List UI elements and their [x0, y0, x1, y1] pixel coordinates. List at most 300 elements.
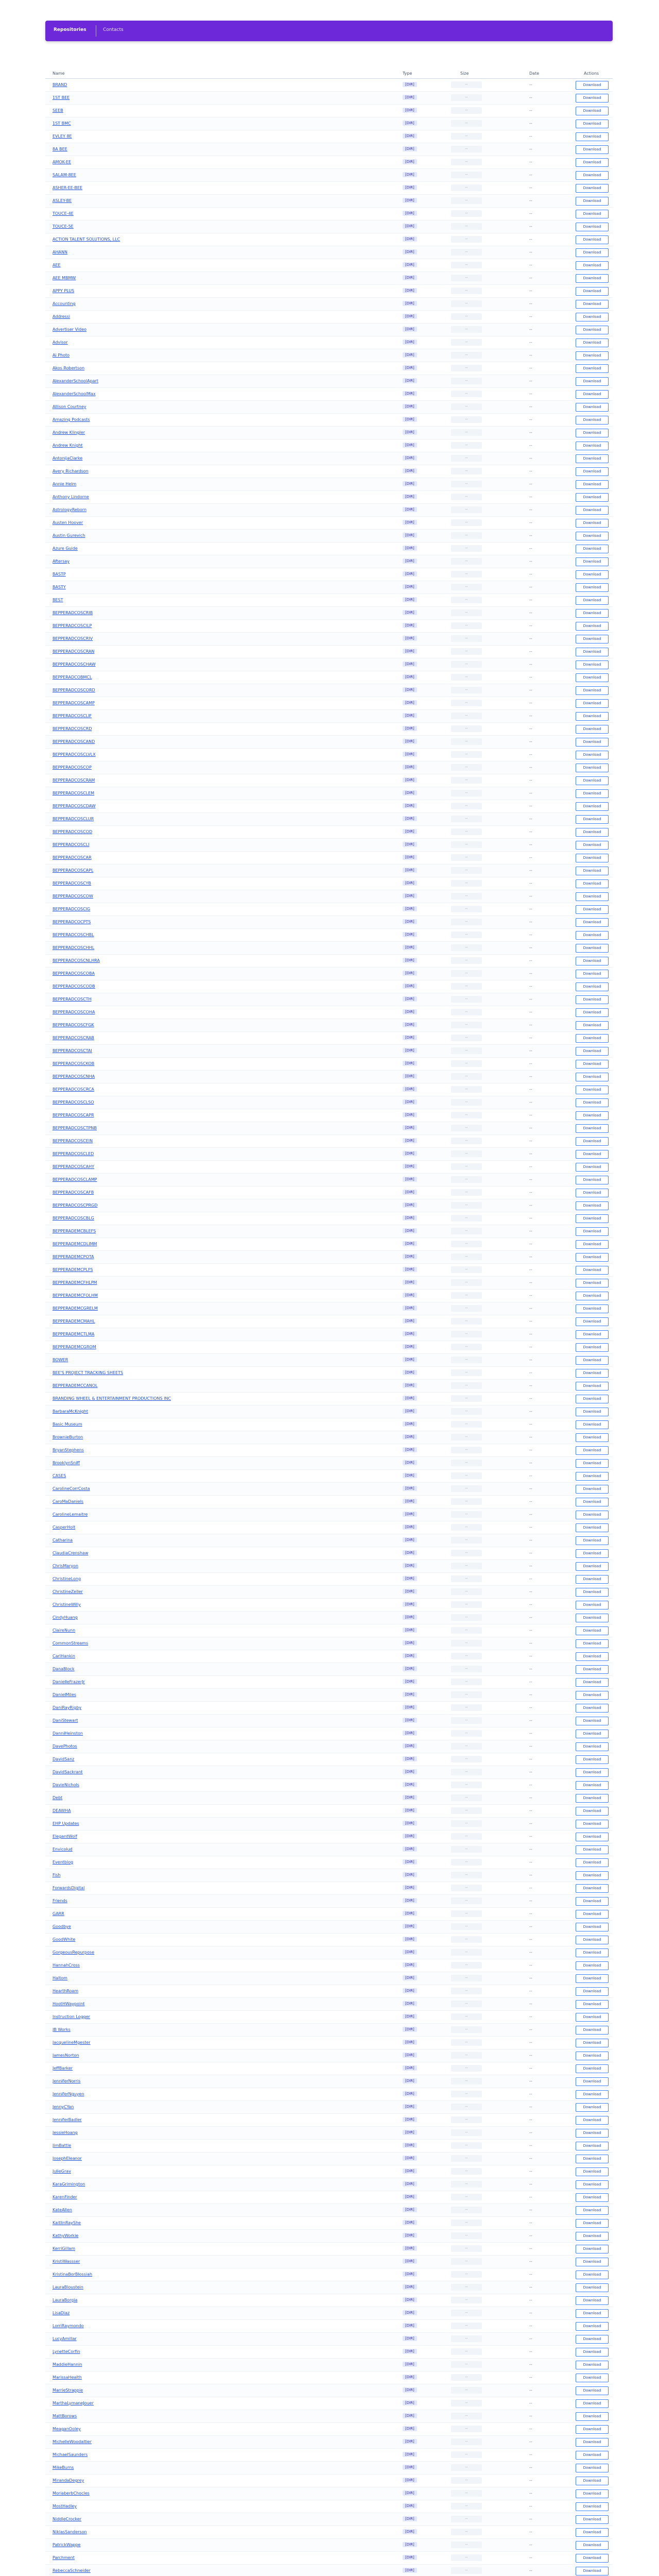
folder-row[interactable] — [45, 980, 613, 993]
folder-name-link[interactable]: MikeBurns — [53, 2465, 74, 2470]
folder-row[interactable] — [45, 1676, 613, 1689]
download-button[interactable]: Download — [576, 2296, 609, 2305]
folder-name-link[interactable]: BEPPERADCOSCLI — [53, 842, 90, 847]
folder-name-link[interactable]: RebeccaSchneider — [53, 2568, 91, 2573]
folder-row[interactable] — [45, 543, 613, 555]
folder-row[interactable] — [45, 2294, 613, 2307]
folder-name-link[interactable]: BEPPERADCOSCAMP — [53, 701, 95, 705]
folder-row[interactable] — [45, 1122, 613, 1135]
folder-row[interactable] — [45, 156, 613, 169]
folder-row[interactable] — [45, 1302, 613, 1315]
folder-name-link[interactable]: JulieGrav — [53, 2169, 71, 2174]
download-button[interactable]: Download — [576, 145, 609, 154]
download-button[interactable]: Download — [576, 1240, 609, 1249]
folder-row[interactable] — [45, 2011, 613, 2024]
download-button[interactable]: Download — [576, 197, 609, 206]
folder-row[interactable] — [45, 916, 613, 929]
download-button[interactable]: Download — [576, 235, 609, 244]
download-button[interactable]: Download — [576, 1575, 609, 1584]
folder-row[interactable] — [45, 2397, 613, 2410]
download-button[interactable]: Download — [576, 416, 609, 425]
folder-name-link[interactable]: Catharina — [53, 1538, 73, 1543]
download-button[interactable]: Download — [576, 1279, 609, 1287]
folder-name-link[interactable]: BEPPERADCOCPTS — [53, 920, 91, 924]
folder-row[interactable] — [45, 1946, 613, 1959]
folder-row[interactable] — [45, 2178, 613, 2191]
folder-row[interactable] — [45, 2165, 613, 2178]
folder-row[interactable] — [45, 1290, 613, 1302]
download-button[interactable]: Download — [576, 377, 609, 386]
folder-name-link[interactable]: GARR — [53, 1911, 64, 1916]
download-button[interactable]: Download — [576, 2567, 609, 2575]
download-button[interactable]: Download — [576, 403, 609, 412]
folder-name-link[interactable]: ChristineLong — [53, 1577, 81, 1581]
folder-row[interactable] — [45, 1972, 613, 1985]
folder-row[interactable] — [45, 2423, 613, 2436]
folder-name-link[interactable]: Accounting — [53, 301, 76, 306]
download-button[interactable]: Download — [576, 1820, 609, 1828]
folder-name-link[interactable]: DEAWHA — [53, 1808, 71, 1813]
folder-name-link[interactable]: BEPPERADEMCGRELM — [53, 1306, 98, 1311]
download-button[interactable]: Download — [576, 1073, 609, 1081]
folder-name-link[interactable]: AEE — [53, 263, 61, 267]
col-size-header[interactable]: Size — [460, 71, 469, 76]
folder-row[interactable] — [45, 594, 613, 607]
folder-name-link[interactable]: MarrieStrappie — [53, 2388, 83, 2393]
download-button[interactable]: Download — [576, 751, 609, 759]
download-button[interactable]: Download — [576, 1382, 609, 1391]
download-button[interactable]: Download — [576, 2258, 609, 2266]
folder-row[interactable] — [45, 1032, 613, 1045]
folder-row[interactable] — [45, 1418, 613, 1431]
download-button[interactable]: Download — [576, 1176, 609, 1184]
folder-row[interactable] — [45, 787, 613, 800]
folder-name-link[interactable]: JeffBarker — [53, 2066, 73, 2071]
folder-row[interactable] — [45, 1650, 613, 1663]
folder-row[interactable] — [45, 2088, 613, 2101]
folder-row[interactable] — [45, 1727, 613, 1740]
folder-name-link[interactable]: Advisor — [53, 340, 68, 345]
download-button[interactable]: Download — [576, 570, 609, 579]
folder-name-link[interactable]: EVLEY 8E — [53, 134, 72, 139]
folder-name-link[interactable]: CommonStreams — [53, 1641, 89, 1646]
folder-name-link[interactable]: Debt — [53, 1795, 63, 1800]
download-button[interactable]: Download — [576, 1060, 609, 1069]
folder-name-link[interactable]: Instruction Logger — [53, 2014, 90, 2019]
folder-name-link[interactable]: BASTY — [53, 585, 66, 589]
folder-row[interactable] — [45, 1792, 613, 1805]
folder-name-link[interactable]: Austin Gurevich — [53, 533, 85, 538]
folder-row[interactable] — [45, 1019, 613, 1032]
folder-name-link[interactable]: BEPPERADCOSCOP — [53, 765, 92, 770]
folder-name-link[interactable]: CasperHolt — [53, 1525, 76, 1530]
download-button[interactable]: Download — [576, 1124, 609, 1133]
folder-row[interactable] — [45, 1071, 613, 1083]
download-button[interactable]: Download — [576, 2348, 609, 2357]
folder-name-link[interactable]: Friends — [53, 1899, 67, 1903]
download-button[interactable]: Download — [576, 1588, 609, 1597]
col-type-header[interactable]: Type — [403, 71, 412, 76]
folder-name-link[interactable]: Ai Photo — [53, 353, 70, 358]
download-button[interactable]: Download — [576, 2477, 609, 2485]
download-button[interactable]: Download — [576, 1626, 609, 1635]
folder-name-link[interactable]: BEPPERADCOSCPRGD — [53, 1203, 98, 1208]
folder-name-link[interactable]: BEPPERADEMCBLEFS — [53, 1229, 96, 1233]
folder-name-link[interactable]: ChristineWilly — [53, 1602, 81, 1607]
folder-name-link[interactable]: HearthRoam — [53, 1989, 79, 1993]
folder-row[interactable] — [45, 1624, 613, 1637]
folder-row[interactable] — [45, 1599, 613, 1612]
download-button[interactable]: Download — [576, 2541, 609, 2550]
download-button[interactable]: Download — [576, 867, 609, 875]
folder-name-link[interactable]: CarolineLemaitre — [53, 1512, 88, 1517]
download-button[interactable]: Download — [576, 1472, 609, 1481]
folder-row[interactable] — [45, 1405, 613, 1418]
folder-row[interactable] — [45, 2526, 613, 2539]
download-button[interactable]: Download — [576, 2077, 609, 2086]
folder-row[interactable] — [45, 530, 613, 543]
folder-name-link[interactable]: AEE MBMW — [53, 276, 76, 280]
folder-name-link[interactable]: BEPPERADCOSCYB — [53, 881, 91, 886]
download-button[interactable]: Download — [576, 609, 609, 618]
folder-row[interactable] — [45, 2230, 613, 2243]
folder-name-link[interactable]: EHP Updates — [53, 1821, 79, 1826]
folder-row[interactable] — [45, 1431, 613, 1444]
folder-row[interactable] — [45, 1470, 613, 1483]
download-button[interactable]: Download — [576, 493, 609, 502]
folder-row[interactable] — [45, 1277, 613, 1290]
folder-row[interactable] — [45, 1444, 613, 1457]
folder-row[interactable] — [45, 2552, 613, 2565]
folder-name-link[interactable]: ACTION TALENT SOLUTIONS, LLC — [53, 237, 120, 242]
download-button[interactable]: Download — [576, 1897, 609, 1906]
folder-name-link[interactable]: KateAllen — [53, 2208, 72, 2212]
folder-name-link[interactable]: Azure Guide — [53, 546, 78, 551]
download-button[interactable]: Download — [576, 2374, 609, 2382]
folder-name-link[interactable]: BEPPERADEMCTLMA — [53, 1332, 95, 1336]
download-button[interactable]: Download — [576, 2283, 609, 2292]
folder-row[interactable] — [45, 890, 613, 903]
folder-name-link[interactable]: BryanStephens — [53, 1448, 84, 1452]
tab-repositories[interactable]: Repositories — [54, 27, 86, 32]
folder-row[interactable] — [45, 2359, 613, 2371]
folder-name-link[interactable]: AlexanderSchoolApart — [53, 379, 98, 383]
folder-name-link[interactable]: JenniferBadler — [53, 2117, 82, 2122]
folder-row[interactable] — [45, 285, 613, 298]
download-button[interactable]: Download — [576, 1652, 609, 1661]
folder-name-link[interactable]: BEPPERADCOSCRIV — [53, 636, 93, 641]
folder-name-link[interactable]: BEPPERADCOSCRAB — [53, 1036, 94, 1040]
download-button[interactable]: Download — [576, 1536, 609, 1545]
folder-name-link[interactable]: BEPPERADCOSCTAI — [53, 1048, 92, 1053]
folder-name-link[interactable]: LorriRaymondo — [53, 2324, 84, 2328]
download-button[interactable]: Download — [576, 1111, 609, 1120]
folder-name-link[interactable]: GoodWhite — [53, 1937, 76, 1942]
folder-row[interactable] — [45, 2114, 613, 2127]
folder-name-link[interactable]: BEPPERADCOSCRCA — [53, 1087, 94, 1092]
download-button[interactable]: Download — [576, 2412, 609, 2421]
download-button[interactable]: Download — [576, 1562, 609, 1571]
folder-name-link[interactable]: BEPPERADCOSCILP — [53, 623, 92, 628]
folder-row[interactable] — [45, 1483, 613, 1496]
folder-row[interactable] — [45, 349, 613, 362]
download-button[interactable]: Download — [576, 1974, 609, 1983]
download-button[interactable]: Download — [576, 120, 609, 128]
folder-name-link[interactable]: CarlHankin — [53, 1654, 75, 1658]
folder-row[interactable] — [45, 903, 613, 916]
folder-row[interactable] — [45, 465, 613, 478]
download-button[interactable]: Download — [576, 2167, 609, 2176]
folder-name-link[interactable]: DavieNichols — [53, 1783, 79, 1787]
folder-row[interactable] — [45, 182, 613, 195]
folder-row[interactable] — [45, 723, 613, 736]
download-button[interactable]: Download — [576, 1317, 609, 1326]
folder-row[interactable] — [45, 1393, 613, 1405]
folder-name-link[interactable]: Fish — [53, 1873, 61, 1877]
folder-name-link[interactable]: TOUCE-5E — [53, 224, 74, 229]
folder-name-link[interactable]: BEPPERADCOSCTH — [53, 997, 92, 1002]
folder-row[interactable] — [45, 504, 613, 517]
download-button[interactable]: Download — [576, 107, 609, 115]
download-button[interactable]: Download — [576, 1408, 609, 1416]
folder-row[interactable] — [45, 1457, 613, 1470]
folder-name-link[interactable]: KerriGillam — [53, 2246, 75, 2251]
download-button[interactable]: Download — [576, 1047, 609, 1056]
folder-row[interactable] — [45, 2436, 613, 2449]
download-button[interactable]: Download — [576, 1936, 609, 1944]
download-button[interactable]: Download — [576, 1189, 609, 1197]
download-button[interactable]: Download — [576, 699, 609, 708]
download-button[interactable]: Download — [576, 1008, 609, 1017]
folder-row[interactable] — [45, 749, 613, 761]
folder-row[interactable] — [45, 1199, 613, 1212]
folder-row[interactable] — [45, 2281, 613, 2294]
folder-row[interactable] — [45, 1959, 613, 1972]
download-button[interactable]: Download — [576, 171, 609, 180]
folder-name-link[interactable]: BEPPERADCOSCHHL — [53, 945, 95, 950]
download-button[interactable]: Download — [576, 1369, 609, 1378]
folder-row[interactable] — [45, 1882, 613, 1895]
download-button[interactable]: Download — [576, 1910, 609, 1919]
download-button[interactable]: Download — [576, 1446, 609, 1455]
folder-row[interactable] — [45, 1096, 613, 1109]
folder-row[interactable] — [45, 2487, 613, 2500]
folder-row[interactable] — [45, 1998, 613, 2011]
download-button[interactable]: Download — [576, 519, 609, 528]
folder-row[interactable] — [45, 1612, 613, 1624]
folder-name-link[interactable]: DanniHeinston — [53, 1731, 83, 1736]
folder-name-link[interactable]: BEPPERADCOSCAFB — [53, 1190, 94, 1195]
folder-name-link[interactable]: Parchment — [53, 2555, 75, 2560]
folder-row[interactable] — [45, 1161, 613, 1174]
folder-row[interactable] — [45, 1225, 613, 1238]
download-button[interactable]: Download — [576, 957, 609, 965]
download-button[interactable]: Download — [576, 1163, 609, 1172]
folder-row[interactable] — [45, 2101, 613, 2114]
folder-name-link[interactable]: Austen Hoover — [53, 520, 83, 525]
download-button[interactable]: Download — [576, 300, 609, 309]
folder-row[interactable] — [45, 555, 613, 568]
folder-name-link[interactable]: BEPPERADCOBMCL — [53, 675, 92, 680]
folder-row[interactable] — [45, 1715, 613, 1727]
folder-name-link[interactable]: BEPPERADEMCDLIMM — [53, 1242, 97, 1246]
folder-row[interactable] — [45, 1367, 613, 1380]
download-button[interactable]: Download — [576, 2451, 609, 2460]
folder-name-link[interactable]: BEE'S PROJECT TRACKING SHEETS — [53, 1370, 124, 1375]
folder-name-link[interactable]: BEPPERADEMCGROM — [53, 1345, 96, 1349]
folder-row[interactable] — [45, 2140, 613, 2153]
download-button[interactable]: Download — [576, 1201, 609, 1210]
folder-row[interactable] — [45, 2307, 613, 2320]
download-button[interactable]: Download — [576, 1742, 609, 1751]
download-button[interactable]: Download — [576, 764, 609, 772]
folder-row[interactable] — [45, 117, 613, 130]
tab-contacts[interactable]: Contacts — [103, 27, 124, 32]
download-button[interactable]: Download — [576, 648, 609, 656]
download-button[interactable]: Download — [576, 1691, 609, 1700]
folder-name-link[interactable]: TOUCE-4E — [53, 211, 74, 216]
folder-row[interactable] — [45, 2075, 613, 2088]
folder-name-link[interactable]: BrownieBurton — [53, 1435, 83, 1439]
folder-name-link[interactable]: Anthony Lindorne — [53, 495, 89, 499]
download-button[interactable]: Download — [576, 776, 609, 785]
folder-row[interactable] — [45, 1573, 613, 1586]
folder-row[interactable] — [45, 1148, 613, 1161]
folder-row[interactable] — [45, 375, 613, 388]
download-button[interactable]: Download — [576, 2000, 609, 2009]
folder-name-link[interactable]: BEPPERADCOSCRD — [53, 726, 92, 731]
folder-name-link[interactable]: BEPPERADEMCPOTA — [53, 1255, 94, 1259]
folder-row[interactable] — [45, 79, 613, 92]
download-button[interactable]: Download — [576, 2219, 609, 2228]
folder-name-link[interactable]: BEPPERADCOSCOW — [53, 894, 93, 899]
folder-name-link[interactable]: 1ST BMC — [53, 121, 71, 126]
folder-row[interactable] — [45, 646, 613, 658]
folder-name-link[interactable]: ASLEY-BE — [53, 198, 72, 203]
folder-row[interactable] — [45, 491, 613, 504]
download-button[interactable]: Download — [576, 2103, 609, 2112]
folder-name-link[interactable]: BEST — [53, 598, 63, 602]
folder-name-link[interactable]: MostHadley — [53, 2504, 77, 2509]
download-button[interactable]: Download — [576, 1227, 609, 1236]
folder-row[interactable] — [45, 1753, 613, 1766]
download-button[interactable]: Download — [576, 995, 609, 1004]
folder-name-link[interactable]: BASTP — [53, 572, 66, 577]
folder-row[interactable] — [45, 761, 613, 774]
folder-name-link[interactable]: BEPPERADCOSCAPR — [53, 1113, 94, 1117]
folder-name-link[interactable]: BEPPERADEMCCANOL — [53, 1383, 98, 1388]
download-button[interactable]: Download — [576, 545, 609, 553]
download-button[interactable]: Download — [576, 1356, 609, 1365]
download-button[interactable]: Download — [576, 660, 609, 669]
download-button[interactable]: Download — [576, 274, 609, 283]
folder-row[interactable] — [45, 2333, 613, 2346]
folder-row[interactable] — [45, 311, 613, 324]
folder-name-link[interactable]: CaroMaDaniels — [53, 1499, 83, 1504]
folder-row[interactable] — [45, 684, 613, 697]
folder-name-link[interactable]: BEPPERADEMCPLFS — [53, 1267, 93, 1272]
download-button[interactable]: Download — [576, 2090, 609, 2099]
download-button[interactable]: Download — [576, 1395, 609, 1403]
folder-name-link[interactable]: DaniRayRigby — [53, 1705, 82, 1710]
folder-name-link[interactable]: BEPPERADCOSCODB — [53, 984, 95, 989]
folder-name-link[interactable]: BEPPERADCOSCRIB — [53, 611, 93, 615]
download-button[interactable]: Download — [576, 918, 609, 927]
folder-row[interactable] — [45, 1985, 613, 1998]
folder-name-link[interactable]: NiklasSanderson — [53, 2530, 87, 2534]
folder-name-link[interactable]: CASES — [53, 1473, 66, 1478]
folder-name-link[interactable]: SALAM-8EE — [53, 173, 76, 177]
folder-name-link[interactable]: BEPPERADCOSCHBL — [53, 933, 94, 937]
folder-row[interactable] — [45, 1637, 613, 1650]
download-button[interactable]: Download — [576, 1678, 609, 1687]
folder-row[interactable] — [45, 1831, 613, 1843]
folder-name-link[interactable]: JacquelineMgester — [53, 2040, 91, 2045]
folder-name-link[interactable]: AlexanderSchoolMax — [53, 392, 96, 396]
folder-name-link[interactable]: ASHER-EE-BEE — [53, 185, 83, 190]
download-button[interactable]: Download — [576, 1549, 609, 1558]
download-button[interactable]: Download — [576, 2322, 609, 2331]
download-button[interactable]: Download — [576, 1845, 609, 1854]
folder-row[interactable] — [45, 439, 613, 452]
folder-name-link[interactable]: APPY PLUS — [53, 289, 75, 293]
folder-row[interactable] — [45, 324, 613, 336]
download-button[interactable]: Download — [576, 2309, 609, 2318]
folder-name-link[interactable]: AHANN — [53, 250, 67, 255]
download-button[interactable]: Download — [576, 596, 609, 605]
folder-name-link[interactable]: KarenFinder — [53, 2195, 77, 2199]
folder-row[interactable] — [45, 1083, 613, 1096]
folder-row[interactable] — [45, 581, 613, 594]
folder-name-link[interactable]: LauraBorgia — [53, 2298, 78, 2302]
folder-name-link[interactable]: NiddleCrocker — [53, 2517, 82, 2521]
download-button[interactable]: Download — [576, 2142, 609, 2150]
download-button[interactable]: Download — [576, 1807, 609, 1816]
folder-row[interactable] — [45, 1006, 613, 1019]
download-button[interactable]: Download — [576, 480, 609, 489]
folder-name-link[interactable]: ElegantWolf — [53, 1834, 77, 1839]
folder-name-link[interactable]: AntonijaClarke — [53, 456, 83, 461]
folder-row[interactable] — [45, 1921, 613, 1934]
download-button[interactable]: Download — [576, 1601, 609, 1609]
folder-name-link[interactable]: BEPPERADCOSCHAW — [53, 662, 96, 667]
download-button[interactable]: Download — [576, 1150, 609, 1159]
folder-name-link[interactable]: MarissaHealth — [53, 2375, 82, 2380]
download-button[interactable]: Download — [576, 1768, 609, 1777]
download-button[interactable]: Download — [576, 1884, 609, 1893]
folder-row[interactable] — [45, 671, 613, 684]
download-button[interactable]: Download — [576, 1730, 609, 1738]
download-button[interactable]: Download — [576, 635, 609, 643]
folder-row[interactable] — [45, 2024, 613, 2037]
download-button[interactable]: Download — [576, 854, 609, 862]
folder-row[interactable] — [45, 246, 613, 259]
folder-name-link[interactable]: KaitlinRayShe — [53, 2221, 81, 2225]
folder-row[interactable] — [45, 2384, 613, 2397]
folder-row[interactable] — [45, 1251, 613, 1264]
folder-name-link[interactable]: JennyCYan — [53, 2105, 74, 2109]
folder-name-link[interactable]: Goodbye — [53, 1924, 71, 1929]
download-button[interactable]: Download — [576, 2039, 609, 2047]
folder-row[interactable] — [45, 2127, 613, 2140]
folder-name-link[interactable]: BEPPERADCOSCAPL — [53, 868, 94, 873]
download-button[interactable]: Download — [576, 287, 609, 296]
folder-name-link[interactable]: BEPPERADCOSCRAN — [53, 649, 95, 654]
folder-name-link[interactable]: Amazing Podcasts — [53, 417, 90, 422]
download-button[interactable]: Download — [576, 1304, 609, 1313]
folder-name-link[interactable]: Advertiser Video — [53, 327, 87, 332]
download-button[interactable]: Download — [576, 442, 609, 450]
